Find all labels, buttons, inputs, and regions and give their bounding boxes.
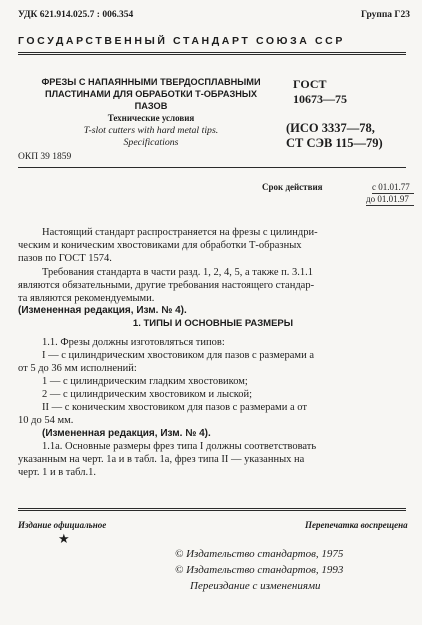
document-title-ru — [18, 76, 284, 112]
iso-reference — [286, 121, 383, 151]
intro-text-line: та являются рекомендуемыми. — [18, 293, 155, 304]
amendment-note: (Измененная редакция, Изм. № 4). — [42, 428, 211, 439]
section-text-line: указанным на черт. 1а и в табл. 1а, фрез типа II — указанных на — [18, 454, 305, 465]
title-ru-line: ПАЗОВ — [134, 101, 168, 111]
iso-line: СТ СЭВ 115—79) — [286, 136, 383, 150]
state-standard-heading: ГОСУДАРСТВЕННЫЙ СТАНДАРТ СОЮЗА ССР — [18, 35, 345, 47]
title-rule — [18, 167, 406, 168]
gost-number: 10673—75 — [293, 92, 347, 106]
title-en-line: T-slot cutters with hard metal tips. — [83, 125, 219, 136]
validity-from: с 01.01.77 — [372, 181, 414, 194]
footer-double-rule — [18, 508, 406, 511]
section-text-line: от 5 до 36 мм исполнений: — [18, 363, 137, 374]
section-text-line: 1.1а. Основные размеры фрез типа I должны соответствовать — [42, 441, 317, 452]
section-title: 1. ТИПЫ И ОСНОВНЫЕ РАЗМЕРЫ — [132, 318, 294, 329]
validity-label: Срок действия — [262, 182, 323, 192]
section-text-line: 1.1. Фрезы должны изготовляться типов: — [42, 337, 225, 348]
title-ru-line: ФРЕЗЫ С НАПАЯННЫМИ ТВЕРДОСПЛАВНЫМИ — [41, 77, 261, 87]
gost-number-block — [293, 77, 347, 107]
section-text-line: I — с цилиндрическим хвостовиком для пазов с размерами a — [42, 350, 314, 361]
title-ru-line: ПЛАСТИНАМИ ДЛЯ ОБРАБОТКИ Т-ОБРАЗНЫХ — [44, 89, 258, 99]
section-text-line: 10 до 54 мм. — [18, 415, 74, 426]
udk-code: УДК 621.914.025.7 : 006.354 — [18, 10, 134, 20]
title-en-line: Specifications — [123, 137, 179, 148]
intro-text-line: пазов по ГОСТ 1574. — [18, 253, 112, 264]
section-text-line: 2 — с цилиндрическим хвостовиком и лыской; — [42, 389, 253, 400]
gost-label: ГОСТ — [293, 77, 327, 91]
amendment-note: (Измененная редакция, Изм. № 4). — [18, 305, 187, 316]
section-text-line: II — с коническим хвостовиком для пазов с размерами a от — [42, 402, 307, 413]
intro-text-line: Требования стандарта в части разд. 1, 2, 4, 5, а также п. 3.1.1 — [42, 267, 313, 278]
document-title-en — [18, 125, 284, 149]
section-text-line: 1 — с цилиндрическим гладким хвостовиком; — [42, 376, 248, 387]
validity-period — [262, 181, 410, 204]
copyright-line: © Издательство стандартов, 1993 — [175, 564, 344, 576]
group-code: Группа Г23 — [361, 10, 410, 20]
okp-code: ОКП 39 1859 — [18, 152, 72, 162]
reissue-note: Переиздание с изменениями — [190, 580, 321, 592]
intro-text-line: Настоящий стандарт распространяется на фрезы с цилиндри- — [42, 227, 318, 238]
iso-line: (ИСО 3337—78, — [286, 121, 375, 135]
reprint-prohibited-label: Перепечатка воспрещена — [305, 520, 408, 530]
header-double-rule — [18, 52, 406, 55]
intro-text-line: ческим и коническим хвостовиками для обработки Т-образных — [18, 240, 302, 251]
intro-text-line: являются обязательными, другие требования настоящего стандар- — [18, 280, 315, 291]
document-subtitle: Технические условия — [107, 113, 195, 123]
validity-to: до 01.01.97 — [366, 193, 414, 206]
official-edition-label: Издание официальное — [18, 520, 107, 530]
star-icon: ★ — [58, 531, 70, 546]
section-text-line: черт. 1 и в табл.1. — [18, 467, 97, 478]
copyright-line: © Издательство стандартов, 1975 — [175, 548, 344, 560]
